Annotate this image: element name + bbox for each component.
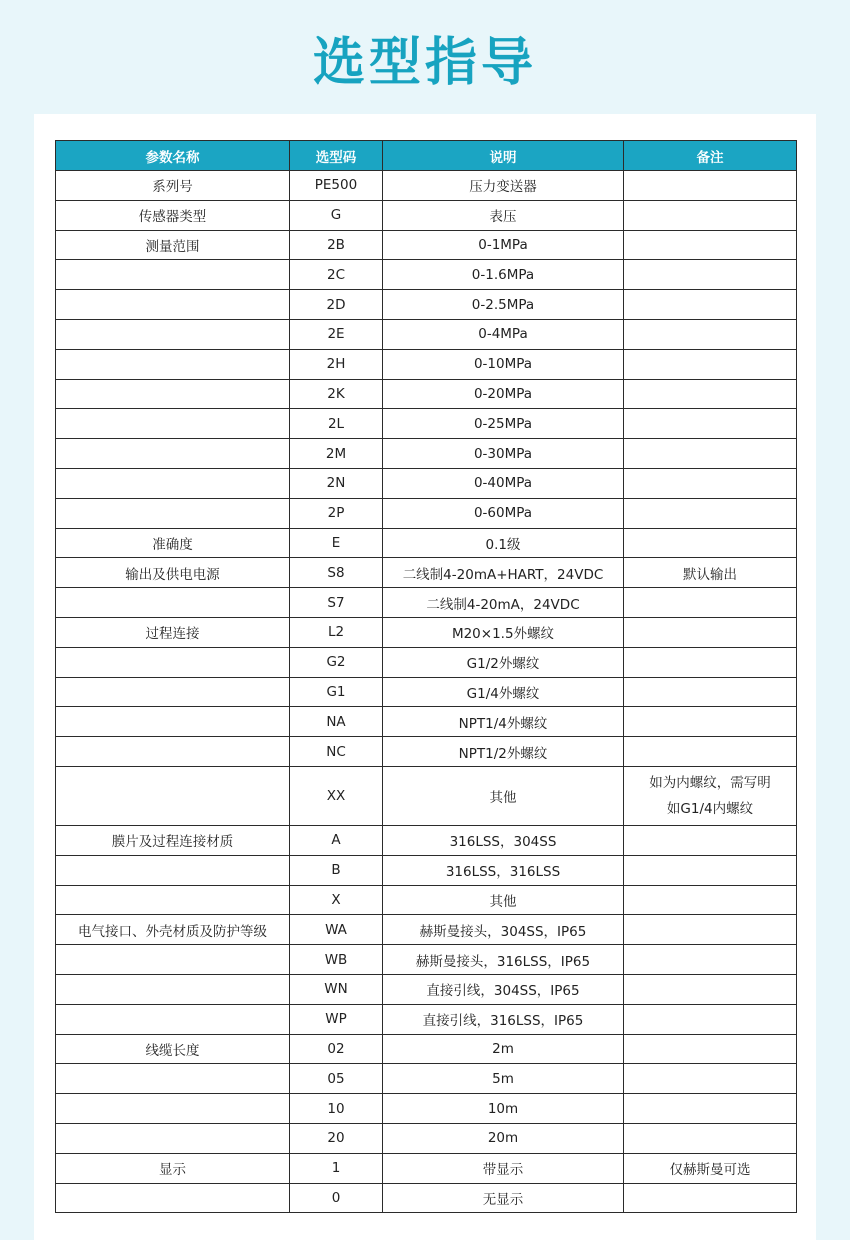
- code-cell: 1: [290, 1153, 383, 1183]
- param-name-cell: [56, 1123, 290, 1153]
- code-cell: 2B: [290, 230, 383, 260]
- param-name-cell: [56, 379, 290, 409]
- remark-cell: [624, 230, 797, 260]
- remark-cell: [624, 260, 797, 290]
- code-cell: 2L: [290, 409, 383, 439]
- param-name-cell: 显示: [56, 1153, 290, 1183]
- column-header-remark: 备注: [624, 141, 797, 171]
- column-header-code: 选型码: [290, 141, 383, 171]
- code-cell: 10: [290, 1094, 383, 1124]
- code-cell: 05: [290, 1064, 383, 1094]
- param-name-cell: [56, 409, 290, 439]
- code-cell: PE500: [290, 171, 383, 201]
- param-name-cell: [56, 647, 290, 677]
- remark-cell: [624, 766, 797, 825]
- remark-cell: [624, 647, 797, 677]
- table-row: [56, 825, 797, 855]
- description-cell: 0.1级: [383, 528, 624, 558]
- remark-cell: [624, 1094, 797, 1124]
- code-cell: WN: [290, 974, 383, 1004]
- description-cell: 0-10MPa: [383, 349, 624, 379]
- remark-cell: [624, 737, 797, 767]
- table-row: [56, 974, 797, 1004]
- param-name-cell: 传感器类型: [56, 200, 290, 230]
- code-cell: B: [290, 855, 383, 885]
- remark-cell: [624, 974, 797, 1004]
- param-name-cell: [56, 349, 290, 379]
- remark-cell: [624, 1183, 797, 1213]
- table-row: [56, 945, 797, 975]
- description-cell: 无显示: [383, 1183, 624, 1213]
- remark-cell: [624, 1064, 797, 1094]
- selection-guide-panel: [34, 114, 816, 1240]
- param-name-cell: [56, 707, 290, 737]
- code-cell: L2: [290, 617, 383, 647]
- code-cell: NA: [290, 707, 383, 737]
- table-row: [56, 290, 797, 320]
- column-header-param-name: 参数名称: [56, 141, 290, 171]
- remark-cell: [624, 825, 797, 855]
- remark-cell: [624, 885, 797, 915]
- code-cell: 20: [290, 1123, 383, 1153]
- remark-cell: [624, 319, 797, 349]
- param-name-cell: [56, 945, 290, 975]
- remark-cell: [624, 1123, 797, 1153]
- description-cell: 0-60MPa: [383, 498, 624, 528]
- description-cell: 二线制4-20mA，24VDC: [383, 588, 624, 618]
- description-cell: 20m: [383, 1123, 624, 1153]
- table-header-row: [56, 141, 797, 171]
- remark-cell: [624, 1004, 797, 1034]
- table-row: [56, 707, 797, 737]
- param-name-cell: 电气接口、外壳材质及防护等级: [56, 915, 290, 945]
- description-cell: 压力变送器: [383, 171, 624, 201]
- code-cell: 2D: [290, 290, 383, 320]
- description-cell: 0-1.6MPa: [383, 260, 624, 290]
- description-cell: 其他: [383, 885, 624, 915]
- code-cell: G2: [290, 647, 383, 677]
- table-row: [56, 1123, 797, 1153]
- table-row: [56, 588, 797, 618]
- remark-cell: [624, 945, 797, 975]
- description-cell: 0-1MPa: [383, 230, 624, 260]
- code-cell: 2E: [290, 319, 383, 349]
- param-name-cell: [56, 260, 290, 290]
- param-name-cell: [56, 974, 290, 1004]
- code-cell: 2P: [290, 498, 383, 528]
- param-name-cell: [56, 885, 290, 915]
- remark-cell: [624, 498, 797, 528]
- code-cell: S7: [290, 588, 383, 618]
- table-row: [56, 558, 797, 588]
- table-row: [56, 1004, 797, 1034]
- param-name-cell: 过程连接: [56, 617, 290, 647]
- code-cell: E: [290, 528, 383, 558]
- description-cell: 0-25MPa: [383, 409, 624, 439]
- table-row: [56, 379, 797, 409]
- table-row: [56, 528, 797, 558]
- code-cell: 2M: [290, 439, 383, 469]
- description-cell: 0-40MPa: [383, 468, 624, 498]
- param-name-cell: [56, 1004, 290, 1034]
- code-cell: WB: [290, 945, 383, 975]
- selection-table: [55, 140, 797, 1213]
- code-cell: WP: [290, 1004, 383, 1034]
- param-name-cell: [56, 468, 290, 498]
- description-cell: NPT1/2外螺纹: [383, 737, 624, 767]
- param-name-cell: [56, 1094, 290, 1124]
- table-row: [56, 230, 797, 260]
- remark-cell: [624, 855, 797, 885]
- table-row: [56, 1094, 797, 1124]
- remark-cell: [624, 200, 797, 230]
- param-name-cell: 线缆长度: [56, 1034, 290, 1064]
- table-row: [56, 349, 797, 379]
- param-name-cell: [56, 737, 290, 767]
- code-cell: S8: [290, 558, 383, 588]
- remark-cell: 默认输出: [624, 558, 797, 588]
- description-cell: 二线制4-20mA+HART，24VDC: [383, 558, 624, 588]
- code-cell: 2K: [290, 379, 383, 409]
- table-row: [56, 1064, 797, 1094]
- remark-cell: [624, 588, 797, 618]
- remark-cell: 仅赫斯曼可选: [624, 1153, 797, 1183]
- table-row: [56, 439, 797, 469]
- description-cell: 直接引线，304SS，IP65: [383, 974, 624, 1004]
- remark-cell: [624, 290, 797, 320]
- param-name-cell: [56, 439, 290, 469]
- remark-cell: [624, 468, 797, 498]
- table-row: [56, 737, 797, 767]
- param-name-cell: 输出及供电电源: [56, 558, 290, 588]
- table-body: [56, 171, 797, 1213]
- code-cell: NC: [290, 737, 383, 767]
- page-title: 选型指导: [312, 33, 537, 93]
- remark-cell: [624, 677, 797, 707]
- description-cell: G1/2外螺纹: [383, 647, 624, 677]
- code-cell: A: [290, 825, 383, 855]
- code-cell: X: [290, 885, 383, 915]
- remark-cell: [624, 171, 797, 201]
- code-cell: G: [290, 200, 383, 230]
- description-cell: 5m: [383, 1064, 624, 1094]
- description-cell: 带显示: [383, 1153, 624, 1183]
- code-cell: XX: [290, 766, 383, 825]
- code-cell: G1: [290, 677, 383, 707]
- table-row: [56, 677, 797, 707]
- description-cell: 316LSS，304SS: [383, 825, 624, 855]
- description-cell: 10m: [383, 1094, 624, 1124]
- description-cell: M20×1.5外螺纹: [383, 617, 624, 647]
- description-cell: 0-30MPa: [383, 439, 624, 469]
- description-cell: 0-4MPa: [383, 319, 624, 349]
- table-row: [56, 766, 797, 825]
- description-cell: 0-2.5MPa: [383, 290, 624, 320]
- description-cell: 赫斯曼接头，316LSS，IP65: [383, 945, 624, 975]
- param-name-cell: 系列号: [56, 171, 290, 201]
- param-name-cell: [56, 1064, 290, 1094]
- remark-cell: [624, 528, 797, 558]
- table-row: [56, 1034, 797, 1064]
- description-cell: 316LSS，316LSS: [383, 855, 624, 885]
- table-row: [56, 1153, 797, 1183]
- description-cell: 2m: [383, 1034, 624, 1064]
- table-row: [56, 1183, 797, 1213]
- param-name-cell: [56, 855, 290, 885]
- code-cell: 0: [290, 1183, 383, 1213]
- param-name-cell: [56, 319, 290, 349]
- description-cell: 赫斯曼接头，304SS，IP65: [383, 915, 624, 945]
- table-row: [56, 498, 797, 528]
- param-name-cell: [56, 290, 290, 320]
- remark-cell: [624, 915, 797, 945]
- description-cell: 其他: [383, 766, 624, 825]
- description-cell: 表压: [383, 200, 624, 230]
- param-name-cell: [56, 677, 290, 707]
- table-row: [56, 409, 797, 439]
- column-header-description: 说明: [383, 141, 624, 171]
- code-cell: 02: [290, 1034, 383, 1064]
- table-row: [56, 319, 797, 349]
- table-row: [56, 171, 797, 201]
- table-row: [56, 200, 797, 230]
- param-name-cell: [56, 1183, 290, 1213]
- table-row: [56, 915, 797, 945]
- remark-cell: [624, 379, 797, 409]
- remark-line: 如G1/4内螺纹: [666, 800, 754, 817]
- param-name-cell: 测量范围: [56, 230, 290, 260]
- remark-cell: [624, 349, 797, 379]
- code-cell: 2N: [290, 468, 383, 498]
- description-cell: 直接引线，316LSS，IP65: [383, 1004, 624, 1034]
- remark-cell: [624, 439, 797, 469]
- table-row: [56, 260, 797, 290]
- param-name-cell: [56, 766, 290, 825]
- param-name-cell: 准确度: [56, 528, 290, 558]
- param-name-cell: [56, 588, 290, 618]
- remark-cell: [624, 409, 797, 439]
- remark-cell: [624, 617, 797, 647]
- remark-line: 如为内螺纹，需写明: [649, 774, 771, 791]
- description-cell: NPT1/4外螺纹: [383, 707, 624, 737]
- table-row: [56, 468, 797, 498]
- code-cell: 2H: [290, 349, 383, 379]
- table-row: [56, 855, 797, 885]
- param-name-cell: 膜片及过程连接材质: [56, 825, 290, 855]
- param-name-cell: [56, 498, 290, 528]
- description-cell: G1/4外螺纹: [383, 677, 624, 707]
- remark-cell: [624, 707, 797, 737]
- code-cell: WA: [290, 915, 383, 945]
- table-row: [56, 647, 797, 677]
- remark-cell: [624, 1034, 797, 1064]
- description-cell: 0-20MPa: [383, 379, 624, 409]
- code-cell: 2C: [290, 260, 383, 290]
- table-row: [56, 885, 797, 915]
- table-row: [56, 617, 797, 647]
